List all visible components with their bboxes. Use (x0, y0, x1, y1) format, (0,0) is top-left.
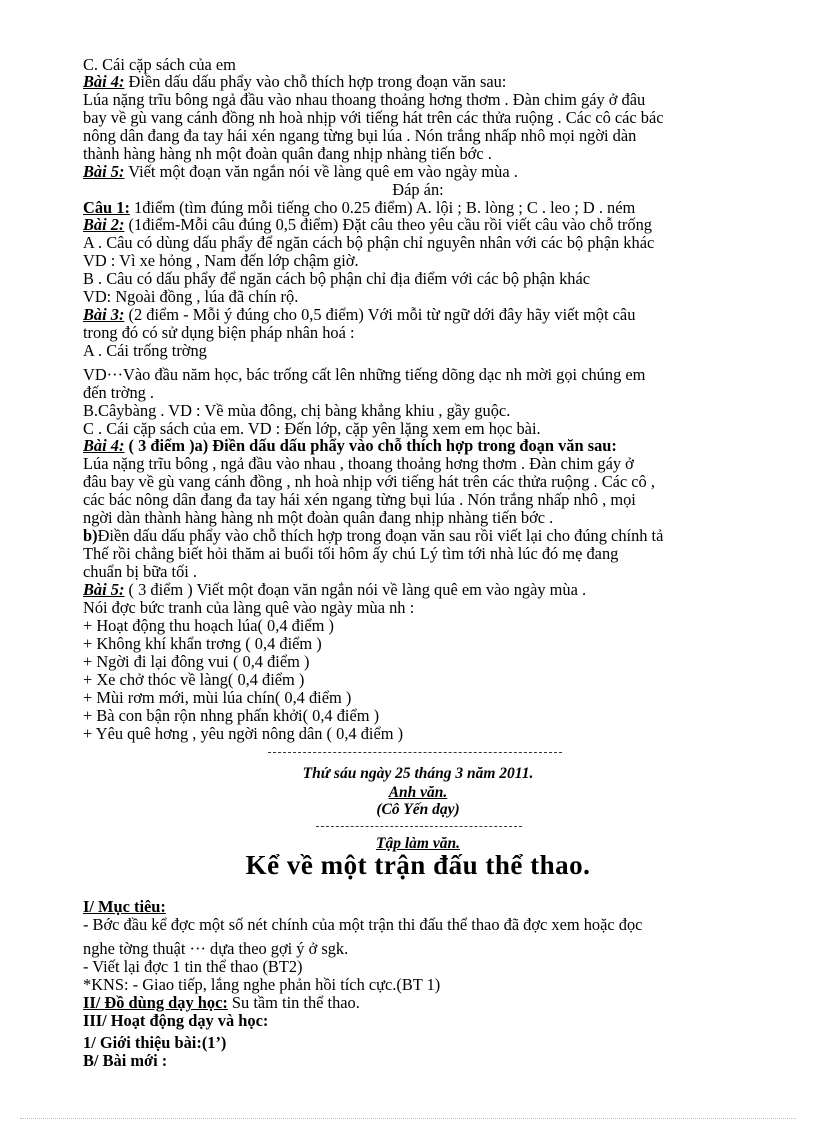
q-line-4: ngời dàn thành hàng hàng nh một đoàn quân đang nhịp nhàng tiến bớc . (83, 508, 554, 527)
line-bai5 (83, 163, 753, 181)
objective-line-2: nghe tờng thuật ··· dựa theo gợi ý ở sgk. (83, 939, 349, 958)
bai-moi-heading: B/ Bài mới : (83, 1051, 168, 1070)
lesson-title: Kể về một trận đấu thể thao. (245, 850, 591, 880)
line-bai5-answer (83, 581, 753, 599)
line-a: A . Câu có dùng dấu phẩy để ngăn cách bộ phận chỉ nguyên nhân với các bộ phận khác (83, 233, 655, 252)
cau1-text: 1điểm (tìm đúng mỗi tiếng cho 0.25 điểm) A. lội ; B. lòng ; C . leo ; D . ném (129, 198, 636, 217)
b4-para-1: Thế rồi chẳng biết hỏi thăm ai buổi tối hôm ấy chú Lý tìm tới nhà lúc đó mẹ đang (83, 544, 619, 563)
para-line-1: Lúa nặng trĩu bông ngả đầu vào nhau thoang thoảng hơng thơm . Đàn chim gáy ở đâu (83, 90, 646, 109)
bai4-answer-label: Bài 4: (83, 436, 125, 455)
bullet-item: + Xe chở thóc về làng( 0,4 điểm ) (83, 670, 305, 689)
cau1-label: Câu 1: (83, 198, 130, 217)
b4-label: b) (83, 526, 98, 545)
page-bottom-rule (20, 1118, 796, 1119)
line-vd3b: đến trờng . (83, 383, 155, 402)
bai4-text: Điền dấu dấu phẩy vào chỗ thích hợp trong đoạn văn sau: (124, 72, 507, 91)
gioi-thieu-heading: 1/ Giới thiệu bài:(1’) (83, 1033, 227, 1052)
q-line-1: Lúa nặng trĩu bông , ngả đầu vào nhau , thoang thoảng hơng thơm . Đàn chim gáy ở (83, 454, 634, 473)
line-c3: C . Cái cặp sách của em. VD : Đến lớp, cặp yên lặng xem em học bài. (83, 419, 541, 438)
bai4-label: Bài 4: (83, 72, 125, 91)
line-vd1: VD : Vì xe hỏng , Nam đến lớp chậm giờ. (83, 251, 359, 270)
line-bai3-cont: trong đó có sử dụng biện pháp nhân hoá : (83, 323, 355, 342)
do-dung-text: Su tầm tin thể thao. (227, 993, 360, 1012)
line-bai3 (83, 306, 753, 324)
lesson-date: Thứ sáu ngày 25 tháng 3 năm 2011. (302, 765, 534, 782)
line-b4 (83, 527, 753, 545)
line-b3: B.Câybàng . VD : Về mùa đông, chị bàng khẳng khiu , gầy guộc. (83, 401, 511, 420)
bai5-answer-label: Bài 5: (83, 580, 125, 599)
separator-dashed (268, 752, 562, 753)
lesson-teacher: (Cô Yến dạy) (376, 801, 460, 818)
para-line-2: bay về gù vang cánh đồng nh hoà nhịp với tiếng hát trên các thửa ruộng . Các cô các bác (83, 108, 664, 127)
line-c-bag: C. Cái cặp sách của em (83, 55, 236, 74)
bai5-answer-text: ( 3 điểm ) Viết một đoạn văn ngắn nói về làng quê em vào ngày mùa . (124, 580, 587, 599)
bullet-item: + Yêu quê hơng , yêu ngời nông dân ( 0,4 điểm ) (83, 724, 404, 743)
bai2-text: (1điểm-Mỗi câu đúng 0,5 điểm) Đặt câu theo yêu cầu rồi viết câu vào chỗ trống (124, 215, 652, 234)
q-line-2: đâu bay về gù vang cánh đồng , nh hoà nhịp với tiếng hát trên các thửa ruộng . Các cô , (83, 472, 655, 491)
bai3-label: Bài 3: (83, 305, 125, 324)
bai4-answer-text: ( 3 điểm )a) Điền dấu dấu phẩy vào chỗ thích hợp trong đoạn văn sau: (124, 436, 617, 455)
line-bai4-answer (83, 437, 753, 455)
answers-heading: Đáp án: (392, 180, 444, 199)
objective-line-1: - Bớc đầu kể đợc một số nét chính của một trận thi đấu thể thao đã đợc xem hoặc đọc (83, 915, 643, 934)
para-line-4: thành hàng hàng nh một đoàn quân đang nhịp nhàng tiến bớc . (83, 144, 492, 163)
bullet-item: + Hoạt động thu hoạch lúa( 0,4 điểm ) (83, 616, 334, 635)
line-vd3a: VD···Vào đầu năm học, bác trống cất lên những tiếng dõng dạc nh mời gọi chúng em (83, 365, 646, 384)
b4-text: Điền dấu dấu phẩy vào chỗ thích hợp trong đoạn văn sau rồi viết lại cho đúng chính tả (97, 526, 664, 545)
q-line-3: các bác nông dân đang đa tay hái xén ngang từng bụi lúa . Nón trắng nhấp nhô , mọi (83, 490, 636, 509)
line-bai4 (83, 73, 753, 91)
b4-para-2: chuẩn bị bữa tối . (83, 562, 198, 581)
bullet-item: + Không khí khẩn trơng ( 0,4 điểm ) (83, 634, 322, 653)
bai3-text: (2 điểm - Mỗi ý đúng cho 0,5 điểm) Với mỗi từ ngữ dới đây hãy viết một câu (124, 305, 636, 324)
objective-line-3: - Viết lại đợc 1 tin thể thao (BT2) (83, 957, 303, 976)
para-line-3: nông dân đang đa tay hái xén ngang từng bụi lúa . Nón trắng nhấp nhô mọi ngời dàn (83, 126, 637, 145)
lesson-subject: Anh văn. (388, 784, 448, 801)
bai5-label: Bài 5: (83, 162, 125, 181)
line-vd2: VD: Ngoài đồng , lúa đã chín rộ. (83, 287, 299, 306)
line-noi-doc: Nói đợc bức tranh của làng quê vào ngày mùa nh : (83, 598, 415, 617)
lesson-type: Tập làm văn. (376, 835, 460, 852)
line-b: B . Câu có dấu phẩy để ngăn cách bộ phận chỉ địa điểm với các bộ phận khác (83, 269, 591, 288)
bullet-item: + Ngời đi lại đông vui ( 0,4 điểm ) (83, 652, 310, 671)
muc-tieu-heading: I/ Mục tiêu: (83, 897, 166, 916)
line-bai2 (83, 216, 753, 234)
do-dung-label: II/ Đồ dùng dạy học: (83, 993, 228, 1012)
hoat-dong-heading: III/ Hoạt động dạy và học: (83, 1011, 269, 1030)
separator-dashed-2 (316, 826, 522, 827)
bullet-item: + Mùi rơm mới, mùi lúa chín( 0,4 điểm ) (83, 688, 352, 707)
line-a3: A . Cái trống trờng (83, 341, 207, 360)
kns-line: *KNS: - Giao tiếp, lắng nghe phản hồi tích cực.(BT 1) (83, 975, 441, 994)
do-dung-line (83, 994, 753, 1012)
bai2-label: Bài 2: (83, 215, 125, 234)
bullet-item: + Bà con bận rộn nhng phấn khởi( 0,4 điểm ) (83, 706, 380, 725)
bai5-text: Viết một đoạn văn ngắn nói về làng quê em vào ngày mùa . (124, 162, 518, 181)
